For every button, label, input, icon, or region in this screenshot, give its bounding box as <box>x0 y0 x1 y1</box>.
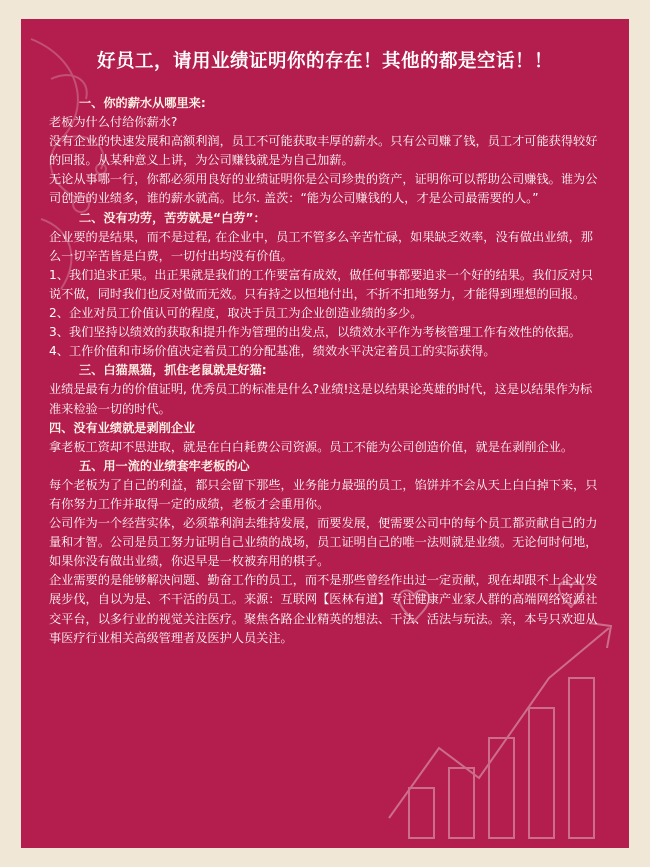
section-heading: 五、用一流的业绩套牢老板的心 <box>79 458 250 473</box>
paragraph: 公司作为一个经营实体，必须靠利润去维持发展，而要发展，便需要公司中的每个员工都贡献自己的力量和才智。公司是员工努力证明自己业绩的战场，员工证明自己的唯一法则就是业绩。无论何时何地，如果你没有做出业绩，你迟早是一枚被弃用的棋子。 <box>49 516 598 569</box>
paragraph: 每个老板为了自己的利益，都只会留下那些，业务能力最强的员工，馅饼并不会从天上白白掉下来，只有你努力工作并取得一定的成绩，老板才会重用你。 <box>49 477 598 511</box>
paragraph: 3、我们坚持以绩效的获取和提升作为管理的出发点，以绩效水平作为考核管理工作有效性的依据。 <box>49 325 581 340</box>
section-heading: 三、白猫黑猫，抓住老鼠就是好猫: <box>79 363 267 378</box>
paragraph: 2、企业对员工价值认可的程度，取决于员工为企业创造业绩的多少。 <box>49 306 423 321</box>
article-body <box>49 94 604 648</box>
paragraph: 老板为什么付给你薪水? <box>49 115 178 130</box>
paragraph: 4、工作价值和市场价值决定着员工的分配基准，绩效水平决定着员工的实际获得。 <box>49 344 496 359</box>
paragraph: 1、我们追求正果。出正果就是我们的工作要富有成效，做任何事都要追求一个好的结果。我们反对只说不做，同时我们也反对做而无效。只有持之以恒地付出，不折不扣地努力，才能得到理想的回报。 <box>49 267 594 301</box>
paragraph: 没有企业的快速发展和高额利润，员工不可能获取丰厚的薪水。只有公司赚了钱，员工才可能获得较好的回报。从某种意义上讲，为公司赚钱就是为自己加薪。 <box>49 134 598 168</box>
section-heading: 二、没有功劳，苦劳就是“白劳”： <box>79 210 266 225</box>
section-heading: 一、你的薪水从哪里来: <box>79 96 206 110</box>
paragraph: 拿老板工资却不思进取，就是在白白耗费公司资源。员工不能为公司创造价值，就是在剥削企业。 <box>49 439 574 454</box>
paragraph: 无论从事哪一行，你都必须用良好的业绩证明你是公司珍贵的资产，证明你可以帮助公司赚钱。谁为公司创造的业绩多，谁的薪水就高。比尔. 盖茨：“能为公司赚钱的人，才是公司最需要的人。” <box>49 172 598 206</box>
paragraph: 企业要的是结果，而不是过程, 在企业中，员工不管多么辛苦忙碌，如果缺乏效率，没有做出业绩，那么一切辛苦皆是白费，一切付出均没有价值。 <box>49 229 593 263</box>
paragraph: 企业需要的是能够解决问题、勤奋工作的员工，而不是那些曾经作出过一定贡献，现在却跟不上企业发展步伐，自以为是、不干活的员工。来源：互联网【医林有道】专注健康产业家人群的高端网络资源社交平台，以多行业的视觉关注医疗。聚焦各路企业精英的想法、干法、活法与玩法。亲，本号只欢迎从事医疗行业相关高级管理者及医护人员关注。 <box>49 573 598 645</box>
paragraph: 业绩是最有力的价值证明, 优秀员工的标准是什么?业绩!这是以结果论英雄的时代，这是以结果作为标准来检验一切的时代。 <box>49 382 593 416</box>
section-heading: 四、没有业绩就是剥削企业 <box>49 420 196 435</box>
poster-background <box>21 19 629 848</box>
page-title: 好员工，请用业绩证明你的存在！其他的都是空话！！ <box>96 51 553 72</box>
